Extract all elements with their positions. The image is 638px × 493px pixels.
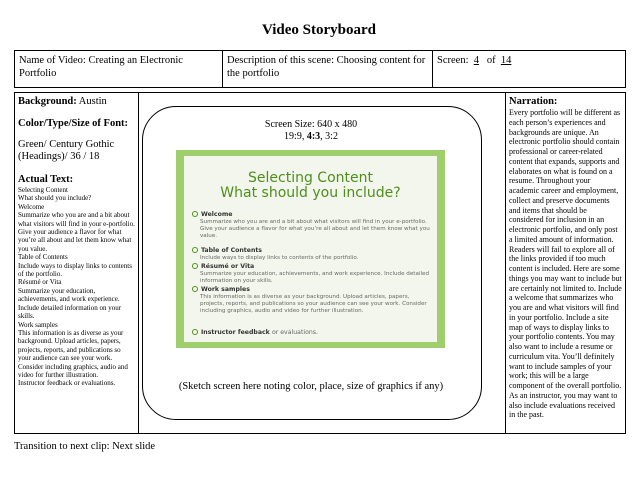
bullet-icon: [192, 263, 198, 269]
bullet-text: Summarize your education, achievements, and work experience. Include detailed information on your skills.: [200, 270, 430, 284]
bullet-text: Summarize who you are and a bit about what visitors will find in your e-portfolio. Give your audience a flavor for what you’re all about and let them know what you value.: [200, 218, 430, 239]
bullet-heading: Résumé or Vita: [201, 263, 255, 270]
bullet-heading: Welcome: [201, 211, 233, 218]
bullet-icon: [192, 211, 198, 217]
slide-bullet: [192, 286, 432, 315]
left-column: [15, 93, 139, 433]
sketch-note: (Sketch screen here noting color, place, size of graphics if any): [178, 381, 444, 392]
background-label: Background:: [18, 96, 77, 107]
actual-text-line: Summarize who you are and a bit about what visitors will find in your e-portfolio. Give your audience a flavor for what you’re all about and let them know what you value.: [18, 211, 135, 253]
bullet-text: Include ways to display links to contents of the portfolio.: [200, 254, 359, 261]
bullet-icon: [192, 247, 198, 253]
bullet-text: This information is as diverse as your background. Upload articles, papers, projects, reports, and publications so your audience can see your work. Consider including graphics, audio and video for further illustration.: [200, 293, 427, 314]
bullet-icon: [192, 286, 198, 292]
ratio-post: , 3:2: [320, 131, 338, 142]
slide-bullet: [192, 263, 432, 285]
slide-thumbnail: [176, 150, 445, 348]
bullet-icon: [192, 329, 198, 335]
slide-title: Selecting Content: [248, 170, 373, 186]
font-line-2: (Headings)/ 36 / 18: [18, 151, 100, 162]
transition-note: Transition to next clip: Next slide: [14, 441, 156, 452]
narration-label: Narration:: [509, 96, 558, 107]
bullet-heading: Work samples: [201, 286, 250, 293]
actual-text-line: Résumé or Vita: [18, 278, 62, 287]
bullet-text: or evaluations.: [271, 329, 318, 336]
ratio-pre: 19:9,: [284, 131, 307, 142]
slide-subtitle: What should you include?: [220, 185, 401, 201]
background-value: Austin: [78, 96, 107, 107]
background-line: [18, 96, 135, 108]
font-line-1: Green/ Century Gothic: [18, 139, 115, 150]
bullet-heading: Table of Contents: [201, 247, 262, 254]
actual-text-line: Summarize your education, achievements, and work experience. Include detailed information on your skills.: [18, 286, 122, 321]
screen-size-info: [142, 119, 480, 143]
actual-text-line: Include ways to display links to contents of the portfolio.: [18, 261, 132, 279]
of-label: of: [486, 55, 496, 66]
actual-text-line: Selecting Content: [18, 186, 68, 194]
slide-bullet: [192, 247, 432, 262]
screen-label: Screen:: [437, 55, 469, 66]
bullet-heading: Instructor feedback: [201, 329, 270, 336]
actual-text-line: What should you include?: [18, 194, 92, 203]
actual-text-line: Table of Contents: [18, 253, 68, 262]
slide-content: [184, 156, 437, 342]
video-name-cell: Name of Video: Creating an Electronic Portfolio: [15, 51, 223, 87]
actual-text-line: Instructor feedback or evaluations.: [18, 379, 116, 388]
actual-text-line: Work samples: [18, 320, 58, 329]
ratio-selected: 4:3: [306, 131, 321, 142]
video-info-row: [14, 50, 626, 88]
scene-description-cell: Description of this scene: Choosing content for the portfolio: [223, 51, 433, 87]
screen-total: 14: [500, 55, 512, 66]
actual-text-line: This information is as diverse as your background. Upload articles, papers, projects, reports, and publications so your audience can see your work. Consider including graphics, audio and video for further illustration.: [18, 328, 128, 379]
actual-text-line: Welcome: [18, 202, 45, 211]
slide-bullet: [192, 211, 432, 240]
screen-number: 4: [473, 55, 479, 66]
slide-bullet: [192, 329, 432, 337]
actual-text-body: [18, 186, 135, 388]
actual-text-label: Actual Text:: [18, 174, 74, 185]
page-title: Video Storyboard: [261, 22, 377, 38]
font-label: Color/Type/Size of Font:: [18, 118, 129, 129]
narration-text: Every portfolio will be different as each person’s experiences and backgrounds are unique. An electronic portfolio should contain professional or career-related content that expands, supports and elaborates on what is found on a resume. Throughout your academic career and employment, collect and preserve documents and items that should be considered for inclusion in an electronic portfolio, and only post a limited amount of information. Readers will fail to explore all of the links provided if too much content is included. Here are some things you may want to include but are certainly not limited to. Include a welcome that summarizes who you are and what visitors will find in your portfolio. Include a site map of ways to display links to your portfolio contents. You may also want to include a resume or curriculum vita. You’ll definitely want to include samples of your work; this will be a large component of the overall portfolio. As an instructor, you may want to also include evaluations received in the past.: [509, 108, 622, 420]
aspect-ratios: [142, 131, 480, 143]
screen-number-cell: [433, 51, 625, 87]
right-column: [505, 93, 625, 433]
screen-size: Screen Size: 640 x 480: [264, 119, 358, 130]
